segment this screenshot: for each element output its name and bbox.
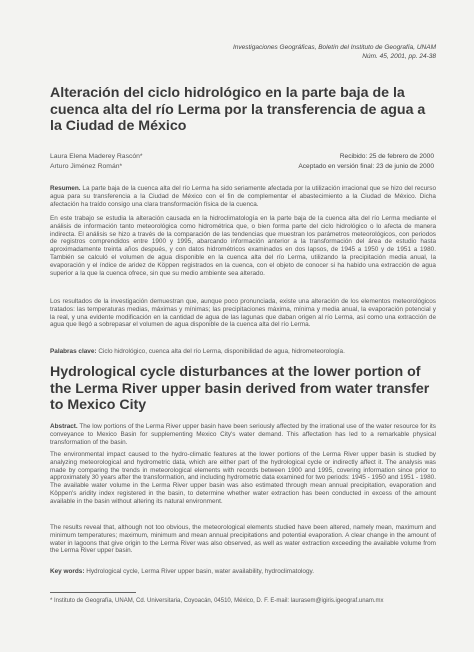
submission-dates: [234, 152, 434, 172]
journal-header: [116, 43, 436, 61]
keywords-en-text: Hydrological cycle, Lerma River upper basin, water availability, hydroclimatology.: [86, 568, 315, 575]
keywords-es-text: Ciclo hidrológico, cuenca alta del río Lerma, disponibilidad de agua, hidrometeorología.: [98, 348, 345, 355]
resumen-paragraph: [50, 185, 436, 208]
keywords-en: [50, 568, 436, 576]
accepted-date: Aceptado en versión final: 23 de junio de 2000: [298, 163, 434, 170]
abstract-label: Abstract.: [50, 423, 78, 430]
author-affiliation-footnote: * Instituto de Geografía, UNAM, Cd. Universitaria, Coyoacán, 04510, México, D. F. E-mail: laurasem@igiris.igeograf.unam.mx: [50, 598, 384, 604]
footnote-divider: [50, 592, 136, 593]
received-date: Recibido: 25 de febrero de 2000: [339, 153, 434, 160]
abstract-text: The low portions of the Lerma River upper basin have been seriously affected by the irrational use of the water resource for its conveyance to Mexico Basin for supplementing Mexico City's water demand. This affectation has led to a remarkable physical transformation of the basin.: [50, 423, 436, 446]
resumen-label: Resumen.: [50, 185, 81, 192]
author-name: Laura Elena Maderey Rascón*: [50, 153, 143, 160]
keywords-es-label: Palabras clave:: [50, 348, 97, 355]
author-list: [50, 152, 250, 172]
keywords-en-label: Key words:: [50, 568, 85, 575]
spanish-title: Alteración del ciclo hidrológico en la parte baja de la cuenca alta del río Lerma por la transferencia de agua a la Ciudad de México: [50, 85, 426, 134]
journal-name: Investigaciones Geográficas, Boletín del Instituto de Geografía, UNAM: [232, 44, 436, 51]
body-paragraph-es-2: Los resultados de la investigación demuestran que, aunque poco pronunciada, existe una alteración de los elementos meteorológicos tratados: las temperaturas medias, máximas y mínimas; las precipitaciones máxima, mínima y media anual, la evaporación potencial y la real, y una evidente modificación en la cantidad de agua de las lagunas que daban origen al río Lerma, así como una extracción de agua que llegó a sobrepasar el volumen de agua disponible de la cuenca alta del río Lerma.: [50, 298, 436, 329]
keywords-es: [50, 348, 436, 356]
body-paragraph-en-2: The results reveal that, although not too obvious, the meteorological elements studied have been altered, namely mean, maximum and minimum temperatures; maximum, minimum and mean annual precipitations and potential evaporation. A clear change in the amount of water in lagoons that give origin to the Lerma River was also observed, as well as water extraction exceeding the available volume from the Lerma River upper basin.: [50, 524, 436, 555]
author-name: Arturo Jiménez Román*: [50, 163, 123, 170]
body-paragraph-en-1: The environmental impact caused to the hydro-climatic features at the lower portions of the Lerma River upper basin is studied by analyzing meteorological and hydrometric data, which are either part of the hydrological cycle or indirectly affect it. The analysis was made by comparing the trends in meteorological elements with records between 1900 and 1995, covering information since prior to approximately 30 years after the transformation, and including hydrometric data examined for two periods: 1945 - 1950 and 1951 - 1980. The available water volume in the Lerma River upper basin was also estimated through mean annual precipitation, evaporation and Köppen's aridity index registered in the basin, to determine whether water extraction has been conducted in excess of the amount available in the basin without altering its natural environment.: [50, 451, 436, 505]
body-paragraph-es-1: En este trabajo se estudia la alteración causada en la hidroclimatología en la parte baja de la cuenca alta del río Lerma mediante el análisis de información tanto meteorológica como hidrométrica que, o bien forma parte del ciclo hidrológico o lo afecta de manera indirecta. El análisis se hizo a través de la comparación de las tendencias que muestran los parámetros meteorológicos, con periodos de registros comprendidos entre 1900 y 1995, abarcando información anterior a la transformación del área de estudio hasta aproximadamente treinta años después, y con datos hidrométricos examinados en dos lapsos, de 1945 a 1950 y de 1951 a 1980. También se calculó el volumen de agua disponible en la cuenca alta del río Lerma, utilizando la precipitación media anual, la evaporación y el índice de aridez de Köppen registrados en la cuenca, con el objeto de conocer si ha habido una extracción de agua superior a la que la cuenca ofrece, sin que su medio ambiente sea alterado.: [50, 215, 436, 277]
abstract-paragraph: [50, 423, 436, 446]
resumen-text: La parte baja de la cuenca alta del río Lerma ha sido seriamente afectada por la utilización irracional que se hizo del recurso agua para su transferencia a la Ciudad de México con el fin de complementar el abastecimiento a la Ciudad de México. Dicha afectación ha traído consigo una clara transformación física de la cuenca.: [50, 185, 437, 208]
english-title: Hydrological cycle disturbances at the lower portion of the Lerma River upper basin derived from water transfer to Mexico City: [50, 364, 430, 413]
journal-issue: Núm. 45, 2001, pp. 24-38: [362, 53, 436, 60]
